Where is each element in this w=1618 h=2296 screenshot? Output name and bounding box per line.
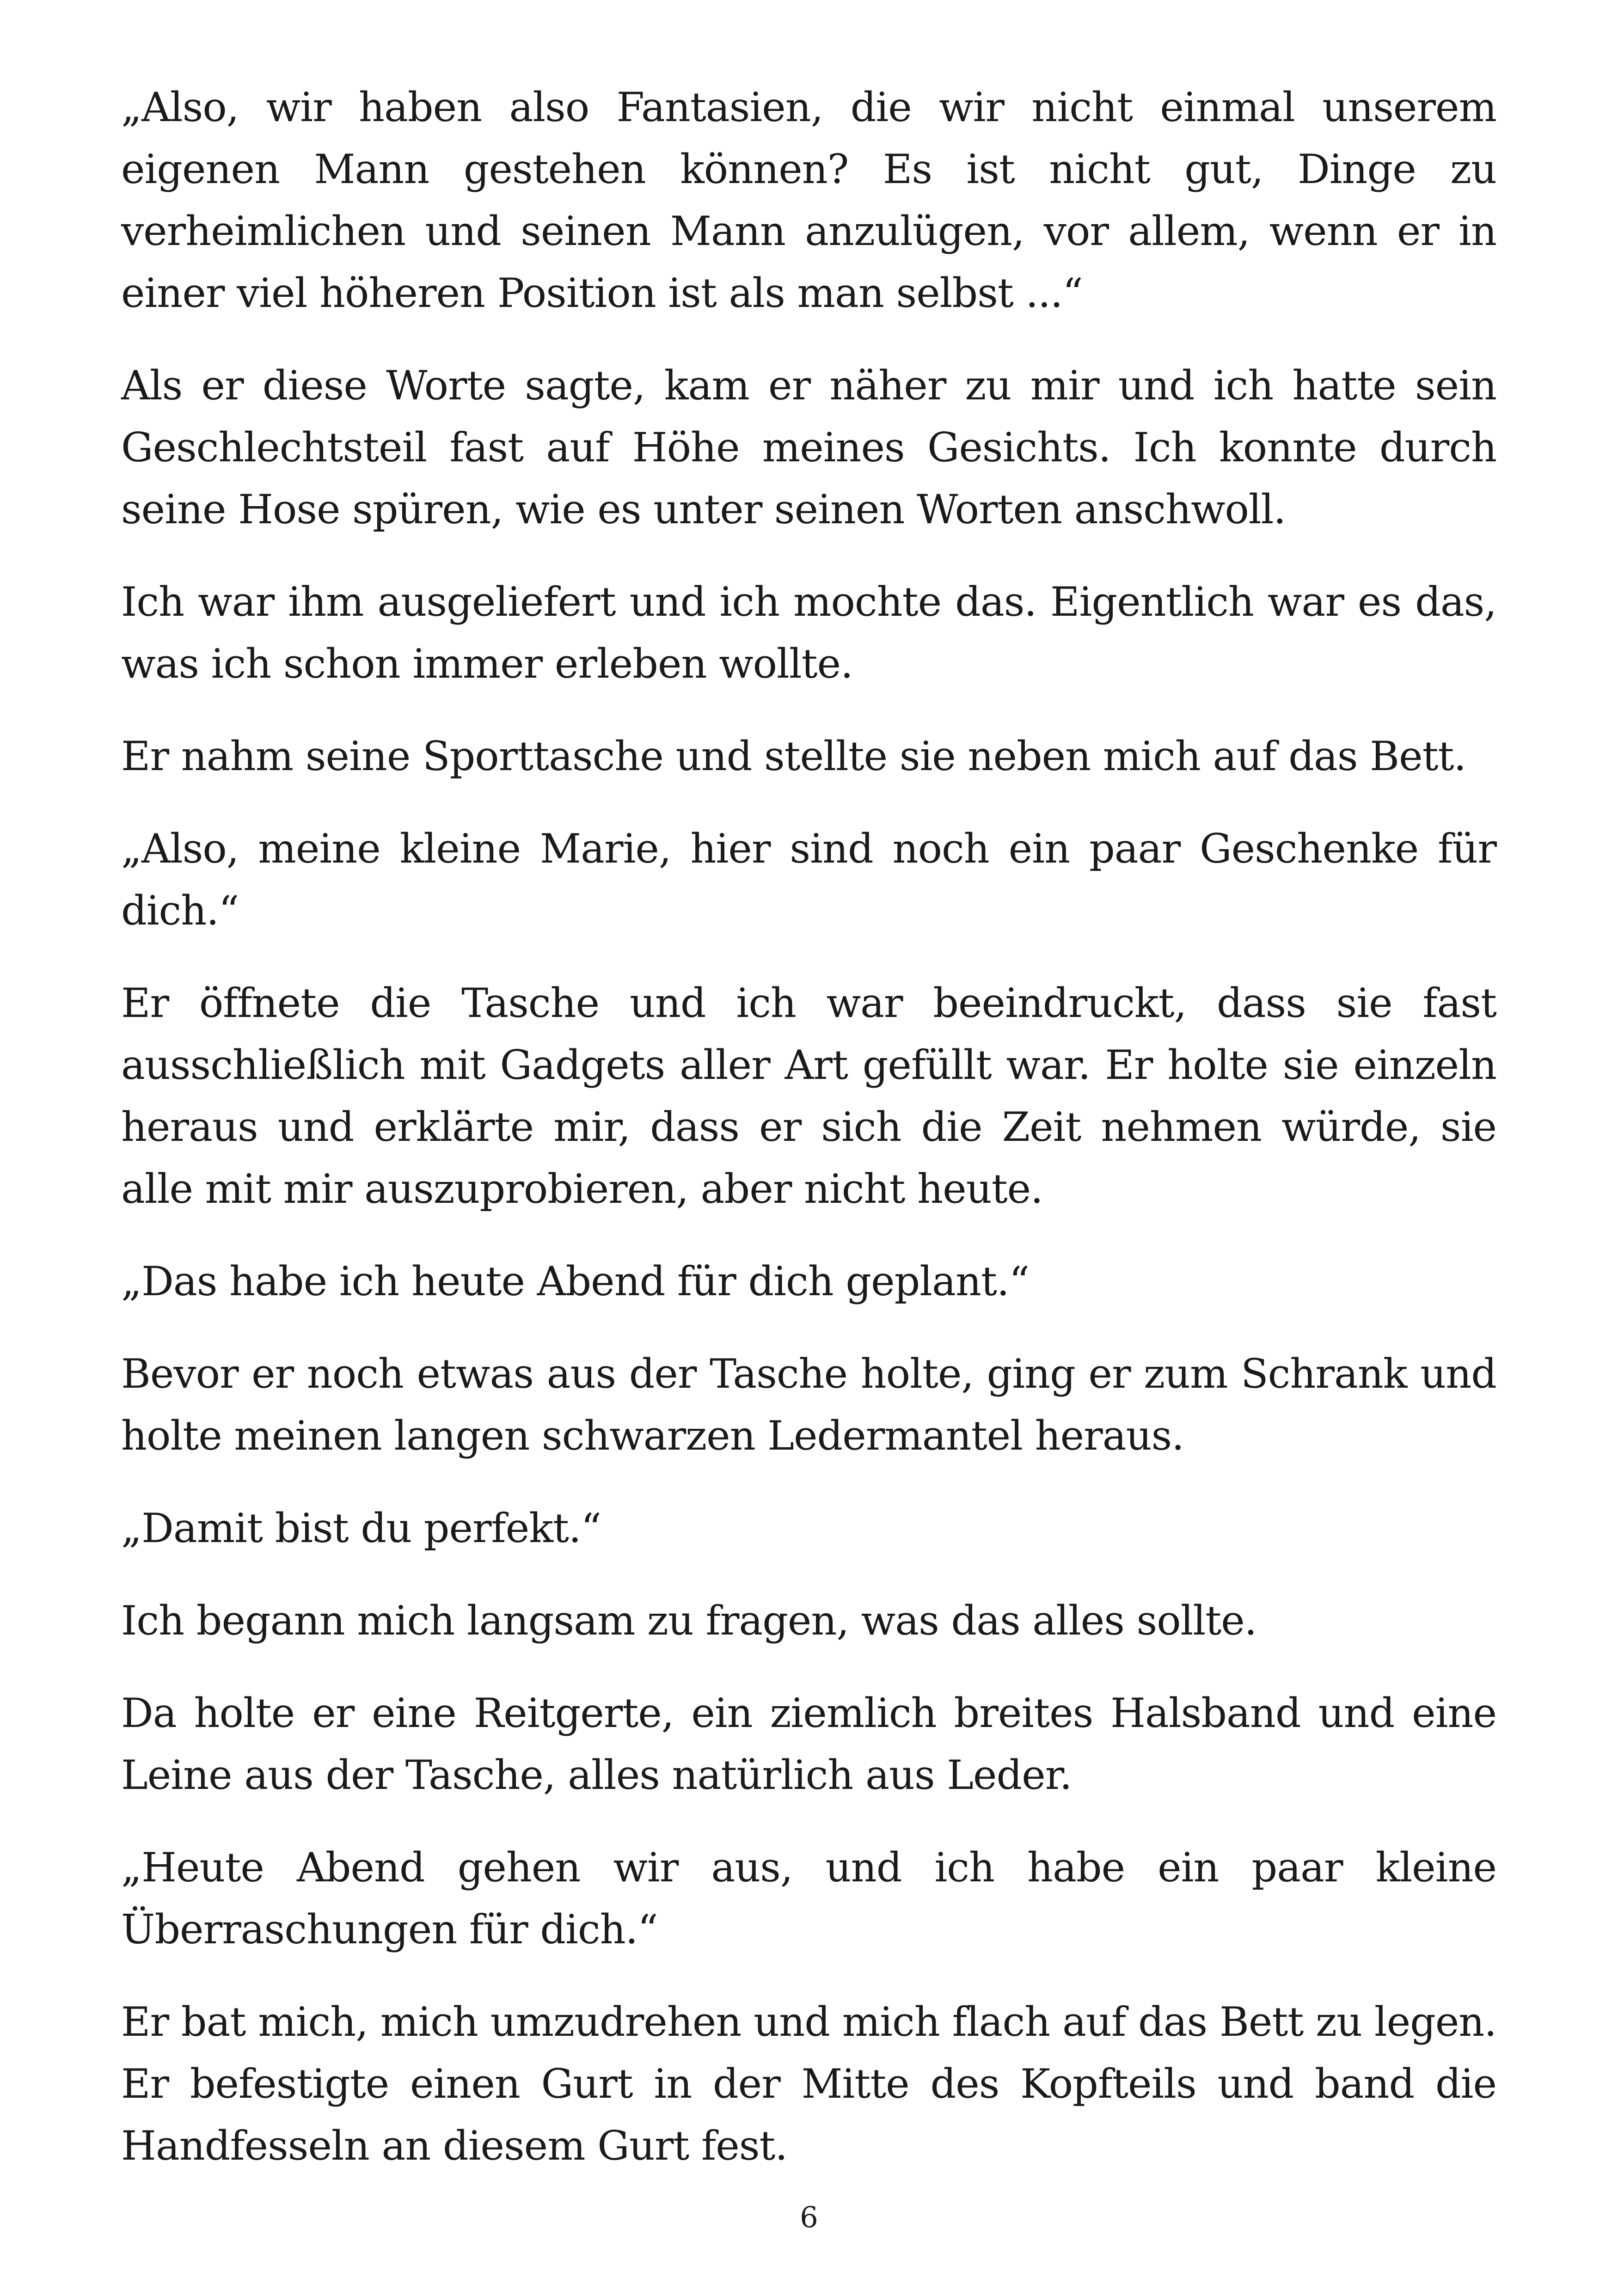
paragraph-7: „Das habe ich heute Abend für dich geplant.“ (121, 1258, 1030, 1305)
paragraph-6: Er öffnete die Tasche und ich war beeindruckt, dass sie fast ausschließlich mit Gadgets aller Art gefüllt war. Er holte sie einzeln heraus und erklärte mir, dass er sich die Zeit nehmen würde, sie alle mit mir auszuprobieren, aber nicht heute. (121, 980, 1496, 1212)
paragraph-5: „Also, meine kleine Marie, hier sind noch ein paar Geschenke für dich.“ (121, 825, 1496, 934)
paragraph-2: Als er diese Worte sagte, kam er näher zu mir und ich hatte sein Geschlechtsteil fast auf Höhe meines Gesichts. Ich konnte durch seine Hose spüren, wie es unter seinen Worten anschwoll. (121, 362, 1496, 533)
paragraph-8: Bevor er noch etwas aus der Tasche holte, ging er zum Schrank und holte meinen langen schwarzen Ledermantel heraus. (121, 1350, 1496, 1459)
paragraph-1: „Also, wir haben also Fantasien, die wir nicht einmal unserem eigenen Mann gestehen können? Es ist nicht gut, Dinge zu verheimlichen und seinen Mann anzulügen, vor allem, wenn er in einer viel höheren Position ist als man selbst ...“ (121, 84, 1496, 317)
paragraph-11: Da holte er eine Reitgerte, ein ziemlich breites Halsband und eine Leine aus der Tasche, alles natürlich aus Leder. (121, 1690, 1496, 1799)
paragraph-10: Ich begann mich langsam zu fragen, was das alles sollte. (121, 1597, 1257, 1644)
paragraph-12: „Heute Abend gehen wir aus, und ich habe ein paar kleine Überraschungen für dich.“ (121, 1844, 1496, 1953)
page-number: 6 (800, 2200, 818, 2234)
paragraph-13: Er bat mich, mich umzudrehen und mich flach auf das Bett zu legen. Er befestigte einen Gurt in der Mitte des Kopfteils und band die Handfesseln an diesem Gurt fest. (121, 1998, 1496, 2169)
paragraph-4: Er nahm seine Sporttasche und stellte sie neben mich auf das Bett. (121, 733, 1466, 780)
paragraph-9: „Damit bist du perfekt.“ (121, 1505, 601, 1552)
paragraph-3: Ich war ihm ausgeliefert und ich mochte das. Eigentlich war es das, was ich schon immer erleben wollte. (121, 578, 1496, 687)
body-text (121, 76, 1496, 2207)
